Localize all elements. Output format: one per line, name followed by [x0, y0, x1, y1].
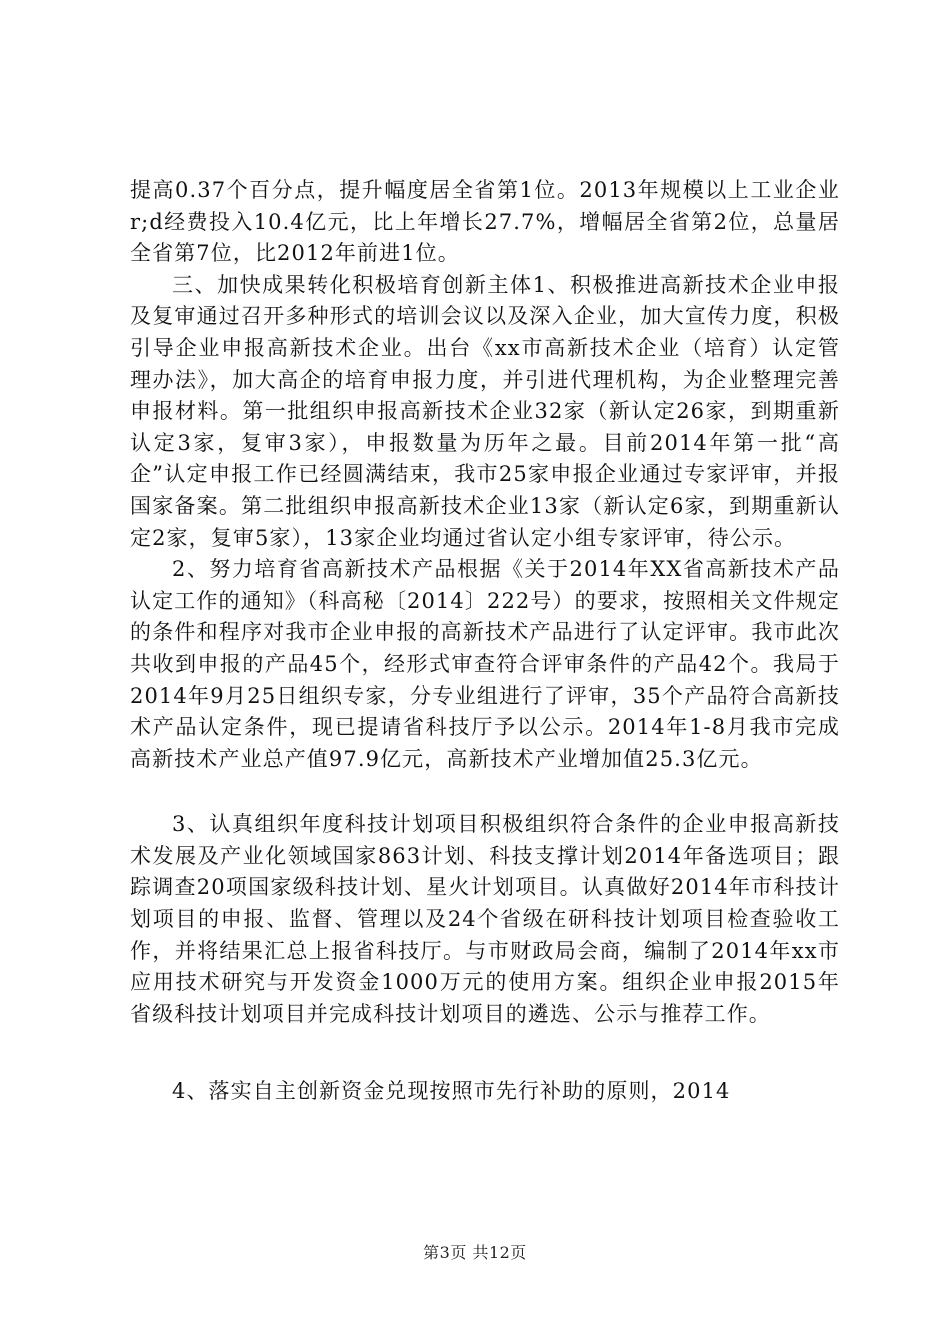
paragraph-item-three: 3、认真组织年度科技计划项目积极组织符合条件的企业申报高新技术发展及产业化领域国家863计划、科技支撑计划2014年备选项目；跟踪调查20项国家级科技计划、星火计划项目。认真做好2014年市科技计划项目的申报、监督、管理以及24个省级在研科技计划项目检查验收工作，并将结果汇总上报省科技厅。与市财政局会商，编制了2014年xx市应用技术研究与开发资金1000万元的使用方案。组织企业申报2015年省级科技计划项目并完成科技计划项目的遴选、公示与推荐工作。: [130, 812, 840, 1026]
paragraph-item-four: 4、落实自主创新资金兑现按照市先行补助的原则，2014: [172, 1079, 731, 1104]
paragraph-continuation: 提高0.37个百分点，提升幅度居全省第1位。2013年规模以上工业企业r;d经费投入10.4亿元，比上年增长27.7%，增幅居全省第2位，总量居全省第7位，比2012年前进1位。: [130, 178, 840, 266]
paragraph-section-three: 三、加快成果转化积极培育创新主体1、积极推进高新技术企业申报及复审通过召开多种形式的培训会议以及深入企业，加大宣传力度，积极引导企业申报高新技术企业。出台《xx市高新技术企业（培育）认定管理办法》，加大高企的培育申报力度，并引进代理机构，为企业整理完善申报材料。第一批组织申报高新技术企业32家（新认定26家，到期重新认定3家，复审3家），申报数量为历年之最。目前2014年第一批“高企”认定申报工作已经圆满结束，我市25家申报企业通过专家评审，并报国家备案。第二批组织申报高新技术企业13家（新认定6家，到期重新认定2家，复审5家），13家企业均通过省认定小组专家评审，待公示。: [130, 272, 840, 550]
document-body: [130, 175, 840, 1108]
paragraph-item-two: 2、努力培育省高新技术产品根据《关于2014年XX省高新技术产品认定工作的通知》（科高秘〔2014〕222号）的要求，按照相关文件规定的条件和程序对我市企业申报的高新技术产品进行了认定评审。我市此次共收到申报的产品45个，经形式审查符合评审条件的产品42个。我局于2014年9月25日组织专家，分专业组进行了评审，35个产品符合高新技术产品认定条件，现已提请省科技厅予以公示。2014年1-8月我市完成高新技术产业总产值97.9亿元，高新技术产业增加值25.3亿元。: [130, 557, 840, 771]
page-number-footer: 第3页 共12页: [423, 1243, 527, 1262]
